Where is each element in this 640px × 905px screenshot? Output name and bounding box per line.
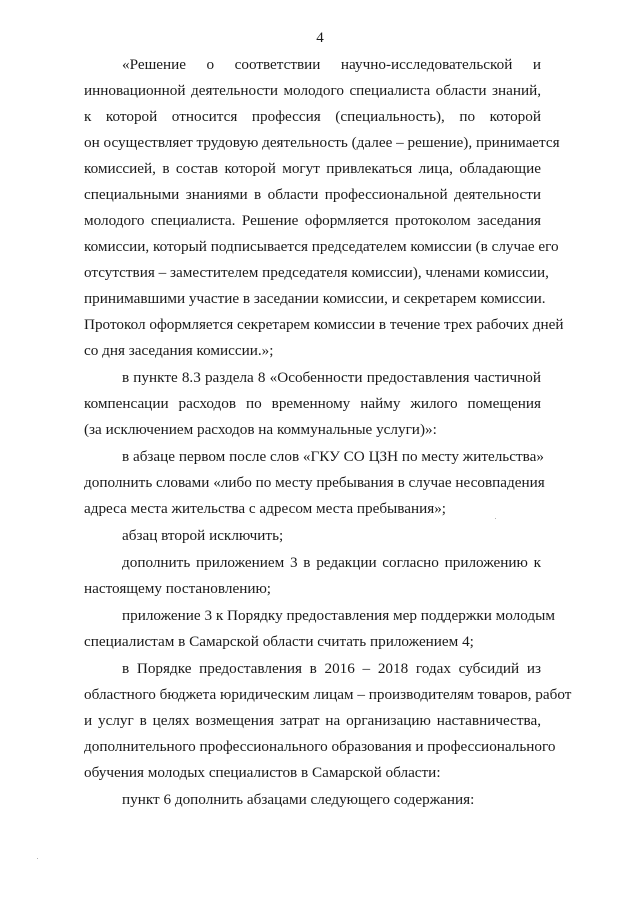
- text-line: «Решение о соответствии научно-исследовательской и: [122, 56, 541, 73]
- text-line: отсутствия – заместителем председателя комиссии), членами комиссии,: [84, 264, 549, 281]
- text-line: инновационной деятельности молодого специалиста области знаний,: [84, 82, 541, 99]
- text-line: обучения молодых специалистов в Самарской области:: [84, 764, 441, 781]
- text-line: молодого специалиста. Решение оформляется протоколом заседания: [84, 212, 541, 229]
- text-line: настоящему постановлению;: [84, 580, 272, 597]
- text-line: дополнить словами «либо по месту пребывания в случае несовпадения: [84, 474, 545, 491]
- text-line: приложение 3 к Порядку предоставления мер поддержки молодым: [122, 607, 555, 624]
- text-line: Протокол оформляется секретарем комиссии в течение трех рабочих дней: [84, 316, 564, 333]
- text-line: в Порядке предоставления в 2016 – 2018 годах субсидий из: [122, 660, 541, 677]
- text-line: дополнить приложением 3 в редакции согласно приложению к: [122, 554, 541, 571]
- text-line: принимавшими участие в заседании комиссии, и секретарем комиссии.: [84, 290, 546, 307]
- document-body: [84, 52, 572, 813]
- page-number: 4: [316, 30, 324, 46]
- text-line: компенсации расходов по временному найму жилого помещения: [84, 395, 541, 412]
- text-line: областного бюджета юридическим лицам – производителям товаров, работ: [84, 686, 572, 703]
- scan-speck: [37, 858, 38, 859]
- text-line: специалистам в Самарской области считать приложением 4;: [84, 633, 474, 650]
- text-line: и услуг в целях возмещения затрат на организацию наставничества,: [84, 712, 541, 729]
- text-line: в абзаце первом после слов «ГКУ СО ЦЗН по месту жительства»: [122, 448, 544, 465]
- text-line: комиссией, в состав которой могут привлекаться лица, обладающие: [84, 160, 541, 177]
- text-line: он осуществляет трудовую деятельность (далее – решение), принимается: [84, 134, 560, 151]
- text-line: специальными знаниями в области профессиональной деятельности: [84, 186, 541, 203]
- text-line: адреса места жительства с адресом места пребывания»;: [84, 500, 447, 517]
- text-line: к которой относится профессия (специальность), по которой: [84, 108, 541, 125]
- text-line: в пункте 8.3 раздела 8 «Особенности предоставления частичной: [122, 369, 541, 386]
- text-line: пункт 6 дополнить абзацами следующего содержания:: [122, 791, 475, 808]
- text-line: со дня заседания комиссии.»;: [84, 342, 274, 359]
- text-line: (за исключением расходов на коммунальные услуги)»:: [84, 421, 437, 438]
- text-line: абзац второй исключить;: [122, 527, 284, 544]
- text-line: дополнительного профессионального образования и профессионального: [84, 738, 556, 755]
- text-line: комиссии, который подписывается председателем комиссии (в случае его: [84, 238, 559, 255]
- scan-speck: [495, 518, 496, 519]
